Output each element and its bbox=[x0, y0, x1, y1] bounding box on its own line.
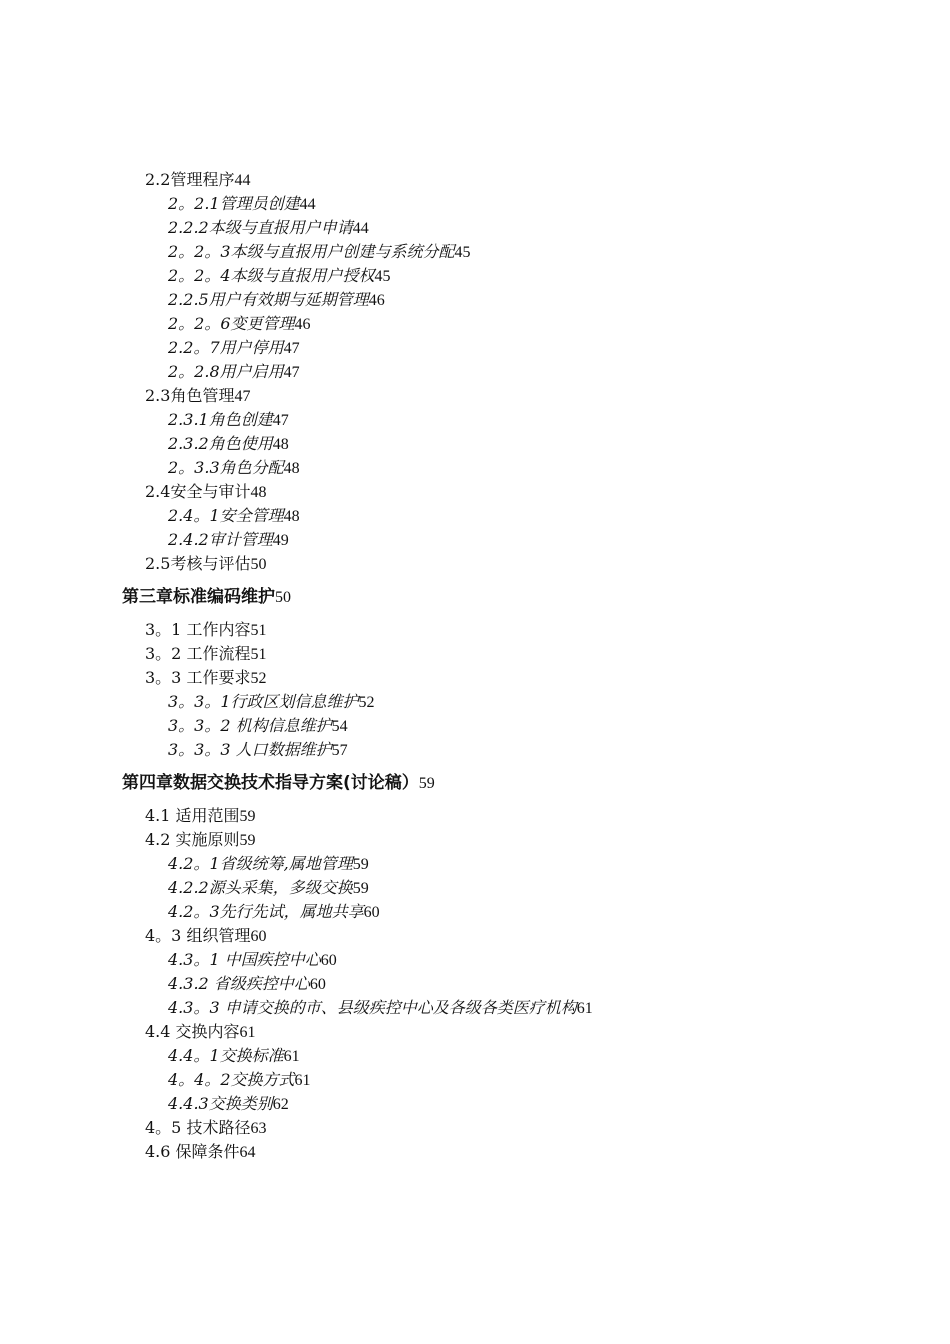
table-of-contents bbox=[0, 168, 950, 1164]
toc-entry-title: 2.5考核与评估 bbox=[145, 554, 251, 573]
toc-entry-page-number: 52 bbox=[250, 670, 267, 687]
toc-entry[interactable] bbox=[0, 552, 950, 576]
toc-entry[interactable] bbox=[0, 996, 950, 1020]
toc-entry-title: 2。2.8用户启用 bbox=[168, 362, 284, 381]
toc-entry[interactable] bbox=[0, 714, 950, 738]
toc-entry-title: 2.2.2本级与直报用户申请 bbox=[168, 218, 353, 237]
toc-entry-page-number: 62 bbox=[272, 1096, 289, 1113]
toc-entry[interactable] bbox=[0, 690, 950, 714]
toc-entry-page-number: 60 bbox=[309, 976, 326, 993]
toc-entry[interactable] bbox=[0, 738, 950, 762]
toc-entry[interactable] bbox=[0, 528, 950, 552]
toc-entry-title: 第四章数据交换技术指导方案(讨论稿） bbox=[122, 773, 419, 793]
toc-entry-page-number: 44 bbox=[299, 196, 316, 213]
toc-entry-page-number: 47 bbox=[283, 340, 300, 357]
toc-entry-title: 4。4。2交换方式 bbox=[168, 1070, 295, 1089]
toc-entry-title: 2.2。7用户停用 bbox=[168, 338, 284, 357]
toc-entry-page-number: 61 bbox=[294, 1072, 311, 1089]
toc-entry-page-number: 45 bbox=[454, 244, 471, 261]
toc-entry-page-number: 59 bbox=[239, 808, 256, 825]
toc-entry-page-number: 47 bbox=[234, 388, 251, 405]
toc-entry-page-number: 49 bbox=[272, 532, 289, 549]
toc-entry[interactable] bbox=[0, 480, 950, 504]
toc-entry-page-number: 59 bbox=[352, 880, 369, 897]
toc-entry-title: 2.4安全与审计 bbox=[145, 482, 251, 501]
toc-entry-title: 3。3。3 人口数据维护 bbox=[168, 740, 332, 759]
toc-entry-title: 3。3 工作要求 bbox=[145, 668, 251, 687]
toc-entry-title: 4.3。1 中国疾控中心 bbox=[168, 950, 321, 969]
toc-entry-page-number: 44 bbox=[234, 172, 251, 189]
toc-entry-title: 2.2.5用户有效期与延期管理 bbox=[168, 290, 369, 309]
toc-entry-page-number: 60 bbox=[363, 904, 380, 921]
toc-entry[interactable] bbox=[0, 384, 950, 408]
toc-entry[interactable] bbox=[0, 216, 950, 240]
toc-entry[interactable] bbox=[0, 192, 950, 216]
toc-entry[interactable] bbox=[0, 900, 950, 924]
toc-entry-title: 2。2。3本级与直报用户创建与系统分配 bbox=[168, 242, 455, 261]
toc-entry-title: 2。2.1管理员创建 bbox=[168, 194, 300, 213]
toc-entry-page-number: 48 bbox=[283, 508, 300, 525]
toc-chapter-entry[interactable] bbox=[0, 585, 950, 609]
toc-entry-page-number: 44 bbox=[352, 220, 369, 237]
toc-entry-page-number: 51 bbox=[250, 622, 267, 639]
toc-entry-title: 4.4 交换内容 bbox=[145, 1022, 240, 1041]
toc-entry-title: 3。2 工作流程 bbox=[145, 644, 251, 663]
toc-entry-title: 2。2。6变更管理 bbox=[168, 314, 295, 333]
toc-entry[interactable] bbox=[0, 432, 950, 456]
toc-entry-title: 2.3角色管理 bbox=[145, 386, 235, 405]
toc-entry[interactable] bbox=[0, 852, 950, 876]
toc-entry-title: 第三章标准编码维护 bbox=[122, 587, 275, 607]
toc-entry-title: 2.2管理程序 bbox=[145, 170, 235, 189]
toc-entry[interactable] bbox=[0, 1044, 950, 1068]
toc-entry-title: 3。3。1行政区划信息维护 bbox=[168, 692, 359, 711]
toc-entry[interactable] bbox=[0, 1020, 950, 1044]
toc-entry-page-number: 59 bbox=[352, 856, 369, 873]
toc-entry-title: 4.4.3交换类别 bbox=[168, 1094, 273, 1113]
toc-entry-title: 2。2。4本级与直报用户授权 bbox=[168, 266, 375, 285]
toc-entry[interactable] bbox=[0, 1140, 950, 1164]
toc-entry-page-number: 60 bbox=[320, 952, 337, 969]
toc-entry-title: 2.3.1角色创建 bbox=[168, 410, 273, 429]
toc-entry-title: 4.2.2源头采集，多级交换 bbox=[168, 878, 353, 897]
toc-entry[interactable] bbox=[0, 288, 950, 312]
toc-entry[interactable] bbox=[0, 360, 950, 384]
toc-entry[interactable] bbox=[0, 456, 950, 480]
toc-entry-title: 4.4。1交换标准 bbox=[168, 1046, 284, 1065]
toc-entry-page-number: 52 bbox=[358, 694, 375, 711]
toc-entry-page-number: 61 bbox=[576, 1000, 593, 1017]
toc-entry-title: 4.2 实施原则 bbox=[145, 830, 240, 849]
toc-entry-page-number: 61 bbox=[239, 1024, 256, 1041]
toc-entry[interactable] bbox=[0, 804, 950, 828]
toc-entry-page-number: 59 bbox=[239, 832, 256, 849]
toc-entry-title: 3。3。2 机构信息维护 bbox=[168, 716, 332, 735]
toc-entry[interactable] bbox=[0, 504, 950, 528]
toc-entry-page-number: 48 bbox=[272, 436, 289, 453]
toc-entry-page-number: 45 bbox=[374, 268, 391, 285]
toc-entry-page-number: 48 bbox=[250, 484, 267, 501]
toc-entry-title: 4.6 保障条件 bbox=[145, 1142, 240, 1161]
toc-entry[interactable] bbox=[0, 618, 950, 642]
toc-entry-page-number: 57 bbox=[331, 742, 348, 759]
toc-entry-page-number: 61 bbox=[283, 1048, 300, 1065]
toc-chapter-entry[interactable] bbox=[0, 771, 950, 795]
toc-entry-title: 2。3.3角色分配 bbox=[168, 458, 284, 477]
toc-entry[interactable] bbox=[0, 876, 950, 900]
toc-entry[interactable] bbox=[0, 1092, 950, 1116]
toc-entry-title: 2.3.2角色使用 bbox=[168, 434, 273, 453]
toc-entry[interactable] bbox=[0, 408, 950, 432]
toc-entry-page-number: 54 bbox=[331, 718, 348, 735]
toc-entry-title: 2.4。1安全管理 bbox=[168, 506, 284, 525]
toc-entry-title: 3。1 工作内容 bbox=[145, 620, 251, 639]
toc-entry-page-number: 60 bbox=[250, 928, 267, 945]
toc-entry-title: 4。5 技术路径 bbox=[145, 1118, 251, 1137]
toc-entry-page-number: 46 bbox=[368, 292, 385, 309]
toc-entry-page-number: 50 bbox=[250, 556, 267, 573]
toc-entry[interactable] bbox=[0, 168, 950, 192]
toc-entry-page-number: 47 bbox=[283, 364, 300, 381]
toc-entry-title: 4.2。3先行先试，属地共享 bbox=[168, 902, 364, 921]
toc-entry-page-number: 63 bbox=[250, 1120, 267, 1137]
toc-entry[interactable] bbox=[0, 336, 950, 360]
toc-entry[interactable] bbox=[0, 642, 950, 666]
toc-entry[interactable] bbox=[0, 948, 950, 972]
toc-entry-page-number: 46 bbox=[294, 316, 311, 333]
toc-entry-page-number: 59 bbox=[418, 775, 435, 792]
toc-entry-title: 2.4.2审计管理 bbox=[168, 530, 273, 549]
toc-entry-title: 4.2。1省级统筹,属地管理 bbox=[168, 854, 353, 873]
toc-entry-page-number: 64 bbox=[239, 1144, 256, 1161]
toc-entry-page-number: 47 bbox=[272, 412, 289, 429]
toc-entry-page-number: 51 bbox=[250, 646, 267, 663]
toc-entry-page-number: 50 bbox=[275, 589, 291, 606]
toc-entry[interactable] bbox=[0, 312, 950, 336]
toc-entry[interactable] bbox=[0, 924, 950, 948]
toc-entry[interactable] bbox=[0, 1116, 950, 1140]
toc-entry[interactable] bbox=[0, 972, 950, 996]
toc-entry[interactable] bbox=[0, 240, 950, 264]
toc-entry-page-number: 48 bbox=[283, 460, 300, 477]
toc-entry-title: 4.1 适用范围 bbox=[145, 806, 240, 825]
toc-entry[interactable] bbox=[0, 1068, 950, 1092]
toc-entry[interactable] bbox=[0, 828, 950, 852]
toc-entry-title: 4.3。3 申请交换的市、县级疾控中心及各级各类医疗机构 bbox=[168, 998, 577, 1017]
toc-entry[interactable] bbox=[0, 264, 950, 288]
toc-entry[interactable] bbox=[0, 666, 950, 690]
toc-entry-title: 4.3.2 省级疾控中心 bbox=[168, 974, 310, 993]
toc-entry-title: 4。3 组织管理 bbox=[145, 926, 251, 945]
